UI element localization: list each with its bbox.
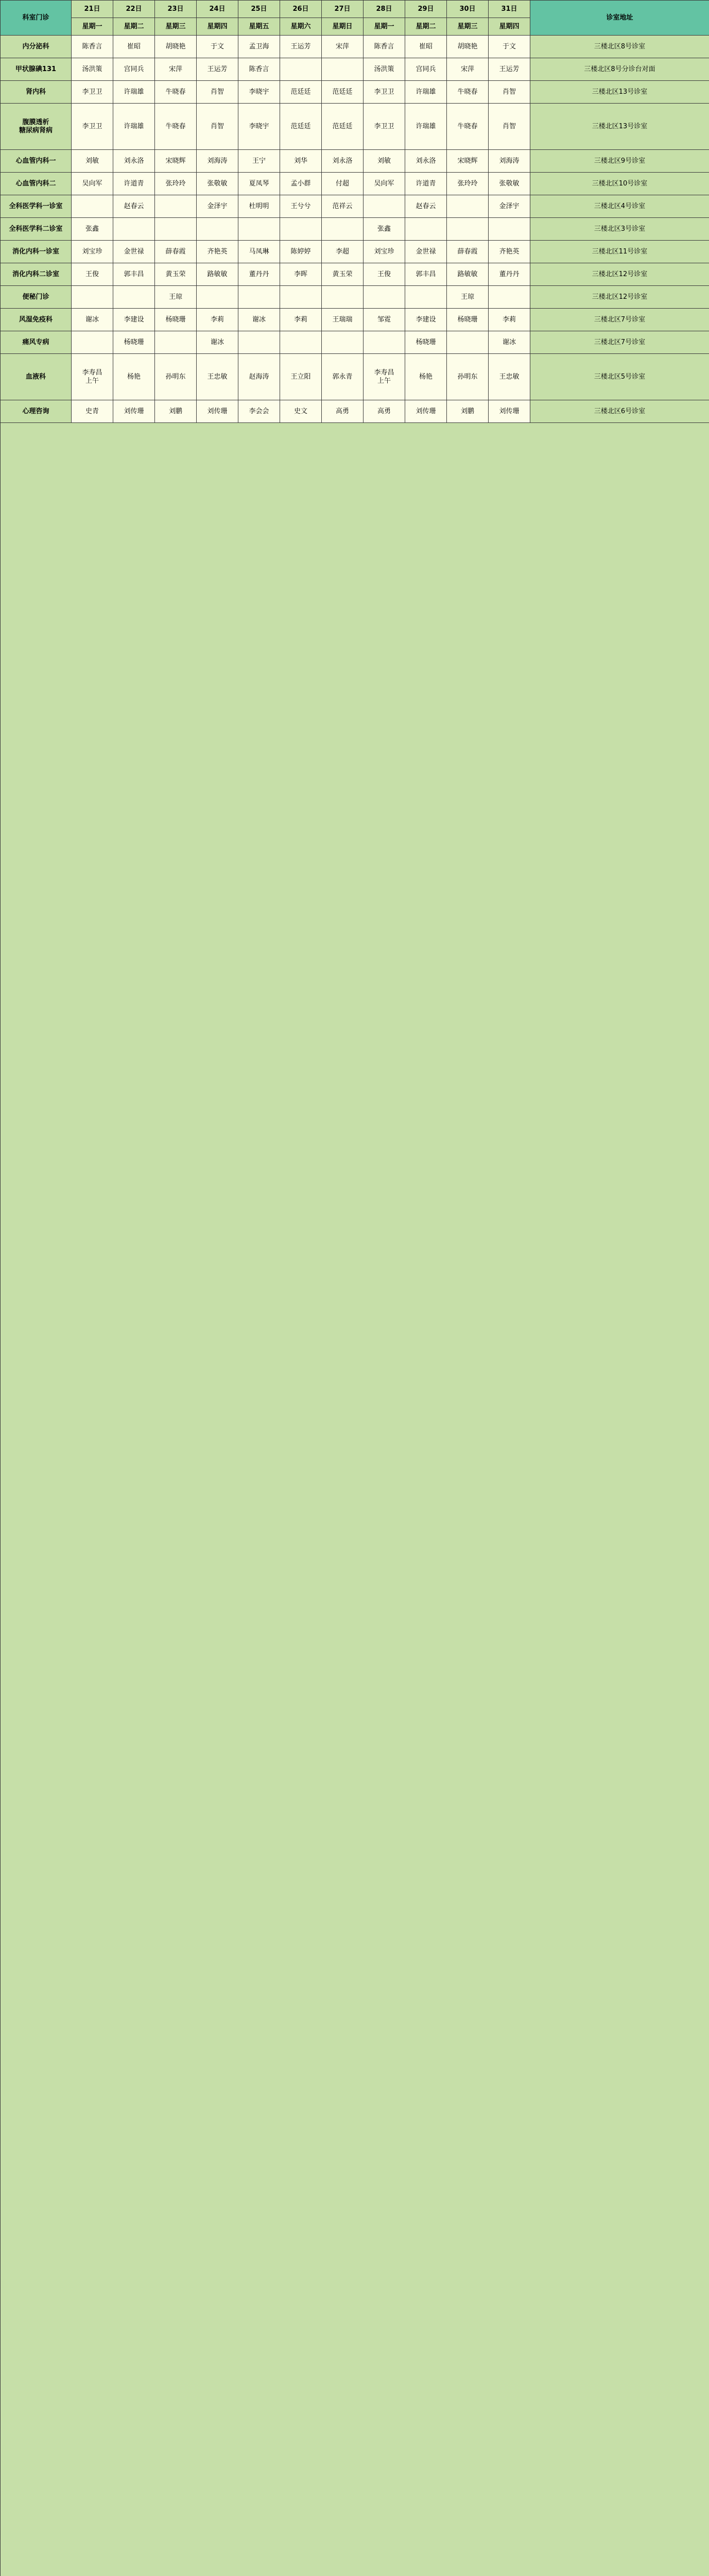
department-cell: 心血管内科一 xyxy=(1,150,72,173)
doctor-cell: 刘华 xyxy=(280,150,322,173)
doctor-cell: 牛晓春 xyxy=(155,81,197,104)
clinic-address: 三楼北区8号分诊台对面 xyxy=(530,58,709,81)
doctor-cell: 高勇 xyxy=(364,400,405,423)
doctor-cell: 肖智 xyxy=(197,81,238,104)
doctor-cell: 杨艳 xyxy=(113,354,155,400)
table-row xyxy=(1,36,709,58)
doctor-cell: 肖智 xyxy=(489,104,530,150)
doctor-cell: 李莉 xyxy=(197,309,238,331)
doctor-cell: 王运芳 xyxy=(489,58,530,81)
doctor-cell: 许道青 xyxy=(113,173,155,195)
doctor-cell: 刘鹏 xyxy=(447,400,489,423)
doctor-cell xyxy=(489,218,530,241)
doctor-cell: 金世禄 xyxy=(113,241,155,263)
doctor-cell: 金泽宇 xyxy=(197,195,238,218)
doctor-cell: 杨艳 xyxy=(405,354,447,400)
doctor-cell xyxy=(155,218,197,241)
doctor-cell: 刘宝珍 xyxy=(72,241,113,263)
doctor-cell xyxy=(447,331,489,354)
doctor-cell xyxy=(489,286,530,309)
doctor-cell: 范廷廷 xyxy=(280,104,322,150)
doctor-cell: 谢冰 xyxy=(197,331,238,354)
doctor-cell: 薛春霞 xyxy=(447,241,489,263)
doctor-cell: 郭丰昌 xyxy=(113,263,155,286)
doctor-cell: 李莉 xyxy=(489,309,530,331)
doctor-cell: 许瑞雄 xyxy=(113,81,155,104)
table-row xyxy=(1,218,709,241)
doctor-cell: 王俊 xyxy=(364,263,405,286)
doctor-cell: 李卫卫 xyxy=(364,104,405,150)
department-cell: 肾内科 xyxy=(1,81,72,104)
department-cell: 心血管内科二 xyxy=(1,173,72,195)
doctor-cell xyxy=(405,286,447,309)
doctor-cell xyxy=(238,218,280,241)
doctor-cell: 李寿昌 上午 xyxy=(72,354,113,400)
doctor-cell: 王琼 xyxy=(447,286,489,309)
header-date-row xyxy=(1,1,709,18)
date-cell: 25日 xyxy=(238,1,280,18)
doctor-cell: 马凤琳 xyxy=(238,241,280,263)
date-cell: 26日 xyxy=(280,1,322,18)
date-cell: 22日 xyxy=(113,1,155,18)
doctor-cell: 郭永青 xyxy=(322,354,364,400)
doctor-cell: 杨晓珊 xyxy=(155,309,197,331)
doctor-cell: 王兮兮 xyxy=(280,195,322,218)
doctor-cell: 范廷廷 xyxy=(280,81,322,104)
doctor-cell: 王宁 xyxy=(238,150,280,173)
doctor-cell: 王运芳 xyxy=(197,58,238,81)
doctor-cell: 赵海涛 xyxy=(238,354,280,400)
doctor-cell: 宋萍 xyxy=(155,58,197,81)
doctor-cell: 路敏敏 xyxy=(197,263,238,286)
doctor-cell: 刘永洛 xyxy=(322,150,364,173)
doctor-cell: 金世禄 xyxy=(405,241,447,263)
doctor-cell: 肖智 xyxy=(197,104,238,150)
weekday-cell: 星期一 xyxy=(72,18,113,36)
doctor-cell: 汤洪策 xyxy=(364,58,405,81)
doctor-cell: 孟卫海 xyxy=(238,36,280,58)
doctor-cell: 牛晓春 xyxy=(447,81,489,104)
table-row xyxy=(1,263,709,286)
clinic-address: 三楼北区4号诊室 xyxy=(530,195,709,218)
doctor-cell: 杨晓珊 xyxy=(405,331,447,354)
doctor-cell: 刘永洛 xyxy=(405,150,447,173)
doctor-cell: 刘海涛 xyxy=(489,150,530,173)
weekday-cell: 星期一 xyxy=(364,18,405,36)
schedule-body xyxy=(1,1,709,2576)
clinic-address: 三楼北区7号诊室 xyxy=(530,309,709,331)
doctor-cell: 刘永洛 xyxy=(113,150,155,173)
doctor-cell: 王忠敏 xyxy=(489,354,530,400)
department-cell: 心理咨询 xyxy=(1,400,72,423)
doctor-cell: 胡晓艳 xyxy=(447,36,489,58)
doctor-cell: 李会会 xyxy=(238,400,280,423)
doctor-cell: 赵春云 xyxy=(405,195,447,218)
doctor-cell: 张鑫 xyxy=(364,218,405,241)
doctor-cell: 许瑞雄 xyxy=(113,104,155,150)
doctor-cell: 张鑫 xyxy=(72,218,113,241)
weekday-cell: 星期六 xyxy=(280,18,322,36)
doctor-cell: 崔昭 xyxy=(113,36,155,58)
doctor-cell: 汤洪策 xyxy=(72,58,113,81)
doctor-cell: 齐艳英 xyxy=(197,241,238,263)
doctor-cell: 刘敏 xyxy=(364,150,405,173)
doctor-cell: 谢冰 xyxy=(72,309,113,331)
doctor-cell: 李卫卫 xyxy=(72,104,113,150)
clinic-address: 三楼北区12号诊室 xyxy=(530,263,709,286)
doctor-cell: 许瑞雄 xyxy=(405,81,447,104)
date-cell: 27日 xyxy=(322,1,364,18)
doctor-cell: 宋晓辉 xyxy=(447,150,489,173)
department-cell: 消化内科一诊室 xyxy=(1,241,72,263)
doctor-cell xyxy=(322,218,364,241)
doctor-cell: 薛春霞 xyxy=(155,241,197,263)
table-row xyxy=(1,354,709,400)
doctor-cell xyxy=(72,286,113,309)
doctor-cell: 付超 xyxy=(322,173,364,195)
doctor-cell: 李晖 xyxy=(280,263,322,286)
date-cell: 29日 xyxy=(405,1,447,18)
doctor-cell: 谢冰 xyxy=(238,309,280,331)
doctor-cell: 刘传珊 xyxy=(197,400,238,423)
clinic-address: 三楼北区9号诊室 xyxy=(530,150,709,173)
doctor-cell: 许瑞雄 xyxy=(405,104,447,150)
doctor-cell xyxy=(364,331,405,354)
doctor-cell: 齐艳英 xyxy=(489,241,530,263)
doctor-cell: 吴向军 xyxy=(72,173,113,195)
doctor-cell: 刘宝珍 xyxy=(364,241,405,263)
table-row xyxy=(1,241,709,263)
date-cell: 31日 xyxy=(489,1,530,18)
doctor-cell: 刘传珊 xyxy=(113,400,155,423)
filler-row xyxy=(1,423,709,2576)
clinic-address: 三楼北区12号诊室 xyxy=(530,286,709,309)
doctor-cell: 孙明东 xyxy=(155,354,197,400)
doctor-cell xyxy=(447,195,489,218)
table-row xyxy=(1,286,709,309)
table-row xyxy=(1,195,709,218)
doctor-cell xyxy=(197,286,238,309)
doctor-cell: 王瑞瑞 xyxy=(322,309,364,331)
doctor-cell: 刘敏 xyxy=(72,150,113,173)
table-row xyxy=(1,58,709,81)
weekday-cell: 星期四 xyxy=(489,18,530,36)
clinic-address: 三楼北区11号诊室 xyxy=(530,241,709,263)
doctor-cell: 牛晓春 xyxy=(447,104,489,150)
doctor-cell: 范祥云 xyxy=(322,195,364,218)
doctor-cell: 宫同兵 xyxy=(405,58,447,81)
doctor-cell: 张敬敏 xyxy=(197,173,238,195)
doctor-cell: 孙明东 xyxy=(447,354,489,400)
address-title: 诊室地址 xyxy=(530,1,709,36)
weekday-cell: 星期三 xyxy=(447,18,489,36)
doctor-cell xyxy=(364,195,405,218)
date-cell: 28日 xyxy=(364,1,405,18)
doctor-cell: 宋萍 xyxy=(447,58,489,81)
doctor-cell: 金泽宇 xyxy=(489,195,530,218)
doctor-cell: 王忠敏 xyxy=(197,354,238,400)
department-cell: 内分泌科 xyxy=(1,36,72,58)
doctor-cell: 王运芳 xyxy=(280,36,322,58)
doctor-cell: 陈香言 xyxy=(238,58,280,81)
table-row xyxy=(1,309,709,331)
doctor-cell: 宫同兵 xyxy=(113,58,155,81)
doctor-cell: 谢冰 xyxy=(489,331,530,354)
doctor-cell: 刘传珊 xyxy=(489,400,530,423)
doctor-cell: 史文 xyxy=(280,400,322,423)
department-cell: 全科医学科二诊室 xyxy=(1,218,72,241)
doctor-cell: 许道青 xyxy=(405,173,447,195)
doctor-cell: 李晓宇 xyxy=(238,104,280,150)
doctor-cell xyxy=(72,195,113,218)
clinic-address: 三楼北区13号诊室 xyxy=(530,104,709,150)
doctor-cell: 李超 xyxy=(322,241,364,263)
weekday-cell: 星期五 xyxy=(238,18,280,36)
table-row xyxy=(1,173,709,195)
doctor-cell: 陈香言 xyxy=(72,36,113,58)
doctor-cell: 李卫卫 xyxy=(72,81,113,104)
department-cell: 全科医学科一诊室 xyxy=(1,195,72,218)
table-row xyxy=(1,331,709,354)
department-cell: 血液科 xyxy=(1,354,72,400)
doctor-cell: 路敏敏 xyxy=(447,263,489,286)
doctor-cell: 范廷廷 xyxy=(322,81,364,104)
department-cell: 风湿免疫科 xyxy=(1,309,72,331)
table-row xyxy=(1,400,709,423)
department-cell: 甲状腺碘131 xyxy=(1,58,72,81)
doctor-cell: 刘传珊 xyxy=(405,400,447,423)
doctor-cell: 赵春云 xyxy=(113,195,155,218)
doctor-cell: 李建设 xyxy=(113,309,155,331)
doctor-cell: 杜明明 xyxy=(238,195,280,218)
doctor-cell: 夏凤琴 xyxy=(238,173,280,195)
doctor-cell: 吴向军 xyxy=(364,173,405,195)
doctor-cell: 宋晓辉 xyxy=(155,150,197,173)
doctor-cell: 陈香言 xyxy=(364,36,405,58)
doctor-cell: 李晓宇 xyxy=(238,81,280,104)
weekday-cell: 星期三 xyxy=(155,18,197,36)
weekday-cell: 星期四 xyxy=(197,18,238,36)
doctor-cell: 邹霓 xyxy=(364,309,405,331)
weekday-cell: 星期日 xyxy=(322,18,364,36)
doctor-cell: 范廷廷 xyxy=(322,104,364,150)
doctor-cell: 张玲玲 xyxy=(447,173,489,195)
table-row xyxy=(1,104,709,150)
doctor-cell: 肖智 xyxy=(489,81,530,104)
clinic-address: 三楼北区8号诊室 xyxy=(530,36,709,58)
doctor-cell: 史青 xyxy=(72,400,113,423)
doctor-cell: 胡晓艳 xyxy=(155,36,197,58)
clinic-address: 三楼北区13号诊室 xyxy=(530,81,709,104)
doctor-cell xyxy=(155,195,197,218)
doctor-cell: 崔昭 xyxy=(405,36,447,58)
doctor-cell xyxy=(322,58,364,81)
doctor-cell: 李莉 xyxy=(280,309,322,331)
clinic-address: 三楼北区3号诊室 xyxy=(530,218,709,241)
department-cell: 便秘门诊 xyxy=(1,286,72,309)
department-cell: 痛风专病 xyxy=(1,331,72,354)
doctor-cell xyxy=(280,58,322,81)
doctor-cell: 郭丰昌 xyxy=(405,263,447,286)
department-cell: 消化内科二诊室 xyxy=(1,263,72,286)
doctor-cell xyxy=(113,218,155,241)
date-cell: 23日 xyxy=(155,1,197,18)
doctor-cell: 董丹丹 xyxy=(489,263,530,286)
doctor-cell xyxy=(405,218,447,241)
doctor-cell: 李建设 xyxy=(405,309,447,331)
doctor-cell: 宋萍 xyxy=(322,36,364,58)
doctor-cell: 牛晓春 xyxy=(155,104,197,150)
doctor-cell: 于文 xyxy=(197,36,238,58)
weekday-cell: 星期二 xyxy=(405,18,447,36)
date-cell: 30日 xyxy=(447,1,489,18)
doctor-cell: 张玲玲 xyxy=(155,173,197,195)
doctor-cell xyxy=(197,218,238,241)
doctor-cell: 董丹丹 xyxy=(238,263,280,286)
doctor-cell: 杨晓珊 xyxy=(113,331,155,354)
doctor-cell: 王俊 xyxy=(72,263,113,286)
doctor-cell: 李寿昌 上午 xyxy=(364,354,405,400)
doctor-cell: 高勇 xyxy=(322,400,364,423)
weekday-cell: 星期二 xyxy=(113,18,155,36)
doctor-cell xyxy=(280,218,322,241)
doctor-cell xyxy=(238,331,280,354)
doctor-cell xyxy=(72,331,113,354)
doctor-cell: 杨晓珊 xyxy=(447,309,489,331)
doctor-cell: 黄玉荣 xyxy=(155,263,197,286)
doctor-cell: 黄玉荣 xyxy=(322,263,364,286)
doctor-cell xyxy=(155,331,197,354)
clinic-address: 三楼北区5号诊室 xyxy=(530,354,709,400)
clinic-address: 三楼北区7号诊室 xyxy=(530,331,709,354)
doctor-cell xyxy=(238,286,280,309)
doctor-cell: 陈婷婷 xyxy=(280,241,322,263)
doctor-cell: 李卫卫 xyxy=(364,81,405,104)
date-cell: 24日 xyxy=(197,1,238,18)
table-row xyxy=(1,150,709,173)
clinic-address: 三楼北区10号诊室 xyxy=(530,173,709,195)
clinic-address: 三楼北区6号诊室 xyxy=(530,400,709,423)
doctor-cell: 王琼 xyxy=(155,286,197,309)
doctor-cell xyxy=(280,331,322,354)
doctor-cell: 张敬敏 xyxy=(489,173,530,195)
doctor-cell xyxy=(322,331,364,354)
doctor-cell: 于文 xyxy=(489,36,530,58)
doctor-cell xyxy=(280,286,322,309)
doctor-cell xyxy=(364,286,405,309)
table-row xyxy=(1,81,709,104)
department-cell: 腹膜透析 糖尿病肾病 xyxy=(1,104,72,150)
filler-cell xyxy=(1,423,709,2576)
doctor-cell: 王立阳 xyxy=(280,354,322,400)
doctor-cell xyxy=(447,218,489,241)
doctor-cell: 刘鹏 xyxy=(155,400,197,423)
doctor-cell: 孟小群 xyxy=(280,173,322,195)
section-title: 科室门诊 xyxy=(1,1,72,36)
date-cell: 21日 xyxy=(72,1,113,18)
doctor-cell xyxy=(113,286,155,309)
doctor-cell xyxy=(322,286,364,309)
doctor-cell: 刘海涛 xyxy=(197,150,238,173)
